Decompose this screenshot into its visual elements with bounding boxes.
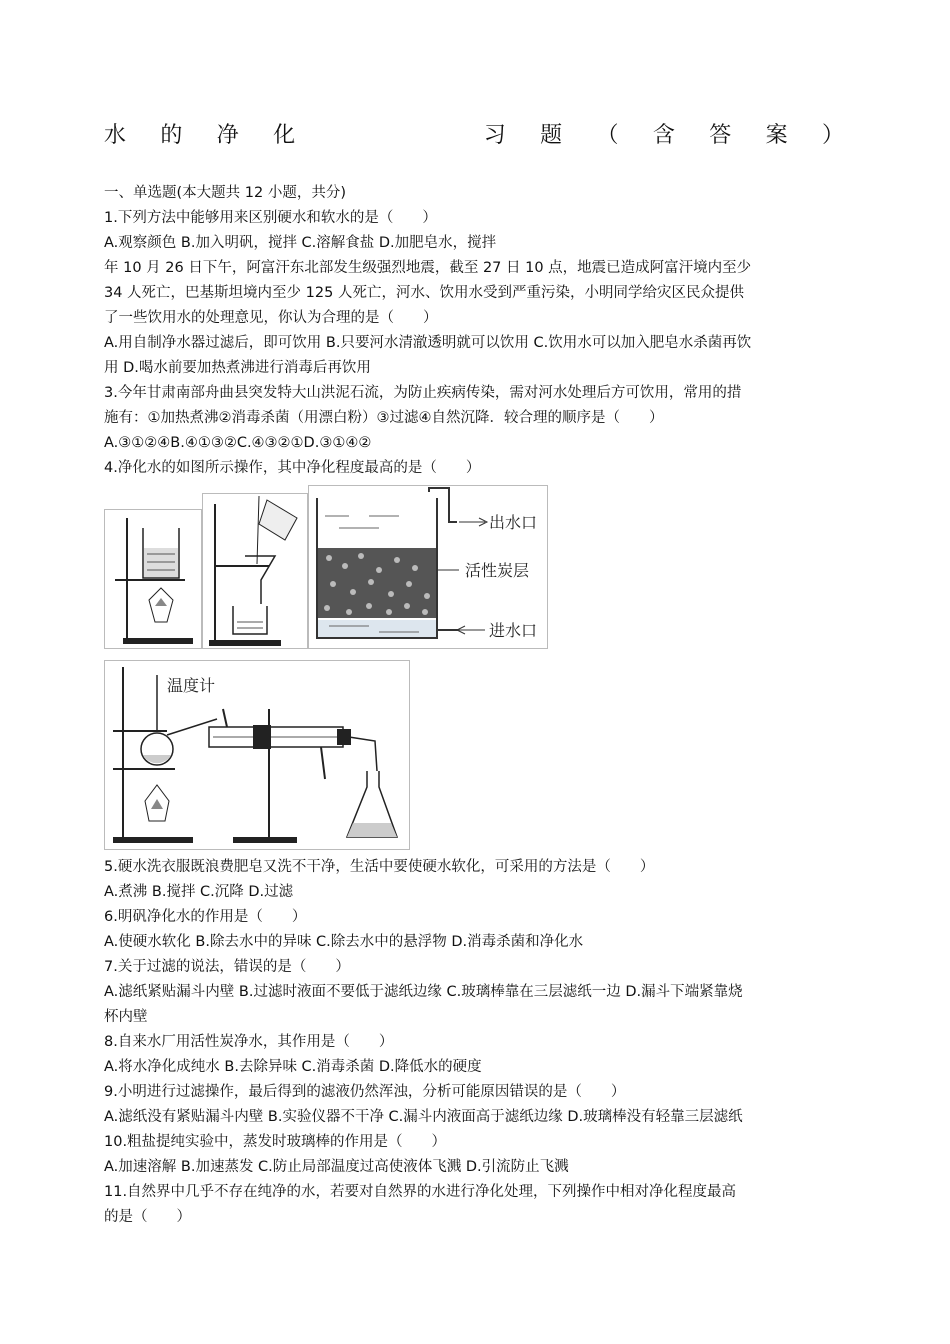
question-text: 1.下列方法中能够用来区别硬水和软水的是（ ） [104,210,437,226]
options-text: 用 D.喝水前要加热煮沸进行消毒后再饮用 [104,360,371,376]
evaporation-figure [104,509,202,649]
options-text: A.将水净化成纯水 B.去除异味 C.消毒杀菌 D.降低水的硬度 [104,1059,482,1075]
title-char: ） [821,123,844,148]
question-text: 6.明矾净化水的作用是（ ） [104,909,307,925]
page-title [104,118,844,150]
question-text: 了一些饮用水的处理意见，你认为合理的是（ ） [104,310,438,326]
question-text: 3.今年甘肃南部舟曲县突发特大山洪泥石流，为防止疾病传染，需对河水处理后方可饮用，常用的措 [104,385,742,401]
question-text: 8.自来水厂用活性炭净水，其作用是（ ） [104,1034,394,1050]
thermometer-label: 温度计 [167,676,216,695]
question-text: 34 人死亡，巴基斯坦境内至少 125 人死亡，河水、饮用水受到严重污染，小明同学给灾区民众提供 [104,285,744,301]
title-char: （ [596,123,619,148]
title-gap [329,118,449,150]
question-text: 5.硬水洗衣服既浪费肥皂又洗不干净，生活中要使硬水软化，可采用的方法是（ ） [104,859,655,875]
options-text: A.煮沸 B.搅拌 C.沉降 D.过滤 [104,884,294,900]
title-char: 案 [765,123,788,148]
options-text: A.使硬水软化 B.除去水中的异味 C.除去水中的悬浮物 D.消毒杀菌和净化水 [104,934,584,950]
question-text: 11.自然界中几乎不存在纯净的水，若要对自然界的水进行净化处理，下列操作中相对净化程度最高 [104,1184,737,1200]
outlet-label: 出水口 [489,513,538,532]
question-text: 年 10 月 26 日下午，阿富汗东北部发生级强烈地震，截至 27 日 10 点，地震已造成阿富汗境内至少 [104,260,752,276]
carbon-filter-figure [308,485,548,649]
options-text: 杯内壁 [104,1009,148,1025]
options-text: A.观察颜色 B.加入明矾，搅拌 C.溶解食盐 D.加肥皂水，搅拌 [104,235,497,251]
title-char: 的 [160,123,183,148]
title-char: 答 [709,123,732,148]
question-text: 10.粗盐提纯实验中，蒸发时玻璃棒的作用是（ ） [104,1134,447,1150]
options-text: A.用自制净水器过滤后，即可饮用 B.只要河水清澈透明就可以饮用 C.饮用水可以加入肥皂水杀菌再饮 [104,335,752,351]
distillation-figure [104,660,410,850]
title-char: 习 [483,123,506,148]
options-text: A.加速溶解 B.加速蒸发 C.防止局部温度过高使液体飞溅 D.引流防止飞溅 [104,1159,569,1175]
question-text: 9.小明进行过滤操作，最后得到的滤液仍然浑浊，分析可能原因错误的是（ ） [104,1084,626,1100]
inlet-label: 进水口 [489,621,538,640]
carbon-layer-label: 活性炭层 [465,561,530,580]
title-char: 含 [652,123,675,148]
question-text: 的是（ ） [104,1209,191,1225]
question-text: 4.净化水的如图所示操作，其中净化程度最高的是（ ） [104,460,481,476]
title-char: 化 [273,123,296,148]
title-char: 题 [540,123,563,148]
title-char: 净 [216,123,239,148]
filtration-figure [202,493,308,649]
section-heading: 一、单选题(本大题共 12 小题，共分) [104,185,346,201]
options-text: A.滤纸没有紧贴漏斗内壁 B.实验仪器不干净 C.漏斗内液面高于滤纸边缘 D.玻璃棒没有轻靠三层滤纸 [104,1109,743,1125]
options-text: A.滤纸紧贴漏斗内壁 B.过滤时液面不要低于滤纸边缘 C.玻璃棒靠在三层滤纸一边 D.漏斗下端紧靠烧 [104,984,743,1000]
title-char: 水 [104,123,127,148]
options-text: A.③①②④B.④①③②C.④③②①D.③①④② [104,435,372,451]
question-text: 施有：①加热煮沸②消毒杀菌（用漂白粉）③过滤④自然沉降．较合理的顺序是（ ） [104,410,664,426]
question-text: 7.关于过滤的说法，错误的是（ ） [104,959,350,975]
